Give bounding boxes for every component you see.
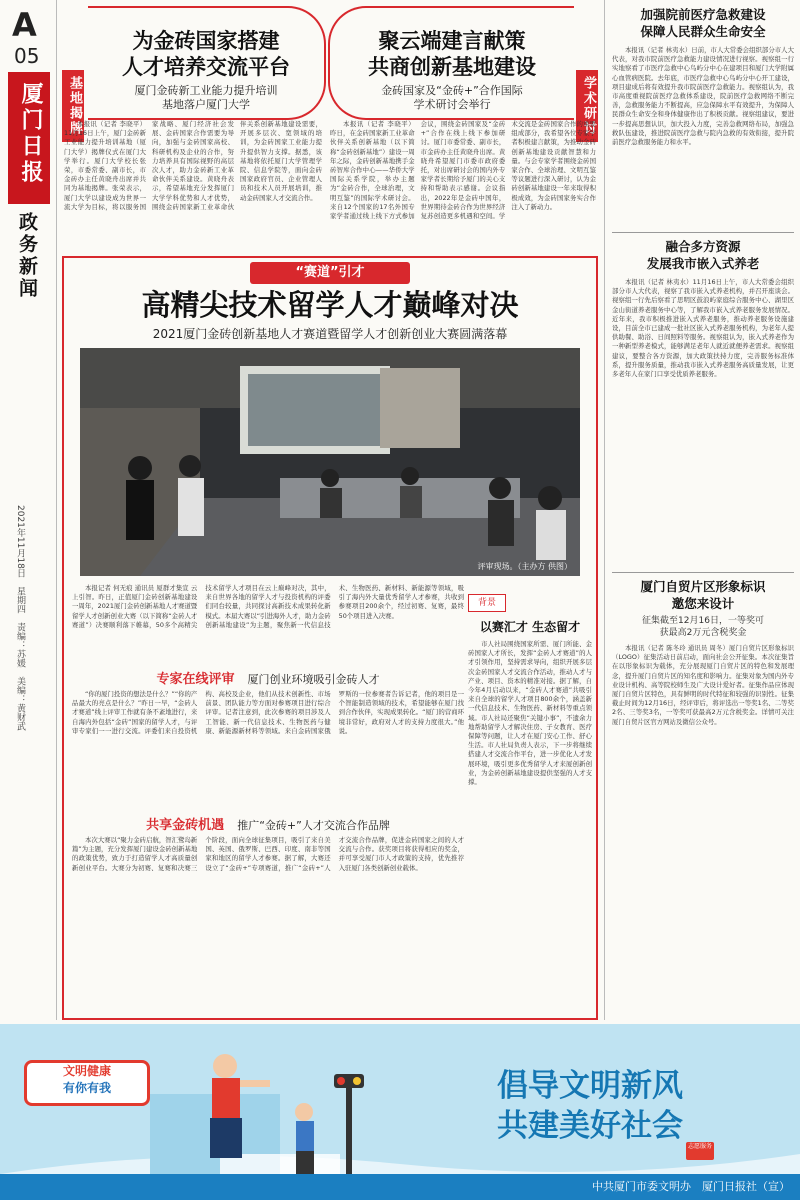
feature-kicker: “赛道”引才	[250, 262, 410, 284]
story-headline	[612, 238, 794, 272]
date-line: 2021年11月18日 星期四 责编：苏媛 美编：黄财武	[15, 505, 25, 731]
subhead-line: 学术研讨会举行	[413, 98, 491, 111]
story-headline	[612, 578, 794, 612]
masthead-divider	[56, 0, 57, 1020]
page-letter: A	[12, 6, 37, 44]
story-headline	[92, 28, 320, 80]
story-brics-symposium	[328, 6, 600, 252]
sidebar-body	[468, 640, 592, 1012]
headline-line: 聚云端建言献策	[378, 28, 526, 53]
feature-headline: 高精尖技术留学人才巅峰对决	[141, 288, 519, 322]
story-body	[612, 278, 794, 568]
subhead-line: 征集截至12月16日，一等奖可	[642, 616, 764, 626]
feature-subhead: 2021厦门金砖创新基地人才赛道暨留学人才创新创业大赛圆满落幕	[152, 327, 508, 341]
section1-subtitle: 厦门创业环境吸引金砖人才	[247, 673, 380, 686]
headline-line: 邀您来设计	[671, 596, 735, 611]
body-text: 本报讯（记者 林夷水）日前，市人大常委会组织部分市人大代表，对我市院前医疗急救能力建设情况进行视察。视察组一行实地察看了市医疗急救中心鸟屿分中心在建项目和厦门大学附属心血管病医院。去年底，市医疗急救中心鸟屿分中心开工建设，项目建成后将有效提升我市院前医疗急救能力。视察组认为，我市高度重视院前医疗急救体系建设，院前医疗急救网络不断完善，急救服务能力不断提高，应急保障水平有效提升，为保障人民群众生命安全和身体健康作出了积极贡献。视察组建议，要进一步提高思想认识，加大投入力度，完善急救网络布局，加强急救队伍建设，推进院前医疗急救与院内急救的有效衔接，提升院前医疗急救服务能力和水平。	[612, 46, 794, 147]
background-sidebar	[468, 594, 592, 1014]
body-text: 本报讯（记者 李晓平）昨日，在金砖国家新工业革命伙伴关系创新基地（以下简称“金砖创新基地”）建设一周年之际，金砖创新基地携手金砖智库合作中心——华侨大学国际关系学院，举办主题为“金砖合作，全球治理，文明互鉴”的国际学术研讨会。来自12个国家的17名外国专家学者通过线上线下方式参加会议，围绕金砖国家及“金砖+”合作在线上线下参加研讨。厦门市委常委、副市长，市金砖办主任黄晓舟出席。黄晓舟希望厦门市委市政府委托，对出席研讨会的国内外专家学者长期给予厦门的关心支持和帮助表示感谢。会议指出，2022年是金砖中国年，世界期待金砖合作为世界经济复苏创造更多机遇和空间。学术交流是金砖国家合作的重要组成部分，我希望各位专家学者积极建言献策，为推动金砖创新基地建设贡献智慧和力量。与会专家学者围绕金砖国家合作、全球治理、文明互鉴等议题进行深入研讨，认为金砖创新基地建设一年来取得积极成效，为金砖国家务实合作注入了新动力。	[330, 120, 596, 221]
feature-story	[62, 256, 598, 1020]
headline-line: 保障人民群众生命安全	[640, 24, 766, 39]
story-headline	[612, 6, 794, 40]
story-divider	[612, 572, 794, 573]
badge-line: 有你有我	[62, 1081, 111, 1095]
civility-badge	[24, 1060, 150, 1106]
headline-line: 为金砖国家搭建	[132, 28, 280, 53]
headline-line: 加强院前医疗急救建设	[640, 7, 766, 22]
paper-name: 厦门日报	[18, 82, 44, 186]
section2-body	[72, 836, 464, 1014]
story-divider	[612, 232, 794, 233]
body-text: 本报讯（记者 林夷水）11月16日上午，市人大常委会组织部分市人大代表，视察了我市嵌入式养老机构，并召开座谈会。视察组一行先后察看了思明区鼓浪屿家庭综合服务中心、湖里区金山街道养老服务中心等，了解我市嵌入式养老服务发展情况。近年来，我市积极推进嵌入式养老服务，推动养老服务设施建设，目前全市已建成一批社区嵌入式养老服务机构，为老年人提供助餐、助浴、日间照料等服务。视察组认为，嵌入式养老作为一种新型养老模式，能够满足老年人就近就便养老需求。视察组建议，要整合各方资源，加大政策扶持力度，完善服务标准体系，提升服务质量，推动我市嵌入式养老服务高质量发展，让更多老年人在家门口享受优质养老服务。	[612, 278, 794, 379]
story-headline	[334, 28, 570, 80]
story-body	[612, 644, 794, 1014]
section1-title: 专家在线评审	[156, 672, 235, 687]
photo-caption: 评审现场。（主办方 供图）	[477, 562, 572, 571]
headline-line: 厦门自贸片区形象标识	[640, 579, 766, 594]
meeting-room-photo	[80, 348, 580, 576]
sidebar-title: 以赛汇才 生态留才	[479, 620, 581, 634]
newspaper-logo	[8, 72, 50, 204]
section1-heading	[72, 668, 464, 686]
story-subhead	[92, 84, 320, 112]
headline-line: 人才培养交流平台	[122, 54, 290, 79]
section2-subtitle: 推广“金砖+”人才交流合作品牌	[237, 819, 390, 832]
body-text: 本次大赛以“聚力金砖启航，智汇鹭岛新篇”为主题，充分发挥厦门建设金砖创新基地的政策优势，致力于打造留学人才高质量创新创业平台。大赛分为初赛、复赛和决赛三个阶段，面向全球征集项目，吸引了来自美国、英国、俄罗斯、巴西、印度、南非等国家和地区的留学人才参赛。据了解，大赛还设立了“金砖+”专项赛道，推广“金砖+”人才交流合作品牌，促进金砖国家之间的人才交流与合作。获奖项目将获得相应的奖金，并可享受厦门市人才政策的支持，优先推荐入驻厦门各类创新创业载体。	[72, 836, 464, 872]
headline-line: 发展我市嵌入式养老	[646, 256, 760, 271]
banner-credit: 中共厦门市委文明办 厦门日报社（宣）	[592, 1180, 790, 1193]
masthead	[0, 0, 58, 1200]
badge-line: 文明健康	[62, 1064, 111, 1078]
body-text: “你的厦门投资的想法是什么？”“你的产品最大的亮点是什么？”昨日一早，“金砖人才赛道”线上评审工作就有条不紊地进行，来自海内外包括“金砖”国家的留学人才，与评审专家们一一进行交流。评委们来自投资机构、高校及企业，他们从技术创新性、市场前景、团队能力等方面对参赛项目进行综合评审。记者注意到，此次参赛的项目涉及人工智能、新一代信息技术、生物医药与健康、新能源新材料等领域。来自金砖国家俄罗斯的一位参赛者告诉记者，他的项目是一个智能制造领域的技术，希望能够在厦门找到合作伙伴，实现成果转化。“厦门的营商环境非常好，政府对人才的支持力度很大。”他说。	[72, 690, 464, 735]
subhead-line: 金砖国家及“金砖+”合作国际	[381, 84, 523, 97]
body-text: 本报讯（记者 陈冬玲 通讯员 周冬）厦门自贸片区形象标识（LOGO）征集活动日前启动，面向社会公开征集。本次征集旨在以形象标识为载体，充分展现厦门自贸片区的特色和发展理念，提升厦门自贸片区的知名度和影响力。征集对象为国内外专业设计机构、高等院校师生及广大设计爱好者。征集作品应体现厦门自贸片区特色，具有鲜明的时代特征和较强的识别性。征集截止时间为12月16日，经评审后，将评选出一等奖1名、二等奖2名、三等奖3名，一等奖可获最高2万元含税奖金。详情可关注厦门自贸片区官方网站及微信公众号。	[612, 644, 794, 726]
story-body	[330, 120, 596, 250]
sidebar-tag: 背景	[468, 594, 506, 612]
feature-intro	[72, 584, 464, 664]
section1-body	[72, 690, 464, 808]
body-text: 本报记者 何无痕 通讯员 厦群才集宣 云上引智。昨日，正值厦门金砖创新基地建设一周年，2021厦门金砖创新基地人才赛道暨留学人才创新创业大赛（以下简称“金砖人才赛道”）决赛顺利落下帷幕，50多个高精尖技术留学人才项目在云上巅峰对决，其中，来自世界各地的留学人才与投资机构的评委们同台较量，共同探讨高新技术成果转化新模式。本届大赛以“引进海外人才，助力金砖创新基地建设”为主题，聚焦新一代信息技术、生物医药、新材料、新能源等领域，吸引了海内外大量优秀留学人才参赛，共收到参赛项目200余个，经过初赛、复赛，最终50个项目进入决赛。	[72, 584, 464, 629]
subhead-line: 厦门金砖新工业能力提升培训	[134, 84, 278, 97]
body-text: 市人社局围绕国家所需、厦门所能、金砖国家人才所长，发挥“金砖人才赛道”的人才引领作用，坚持需求导向，组织开展多层次金砖国家人才交流合作活动，推动人才与产业、项目、资本的精准对接。据了解，自今年4月启动以来，“金砖人才赛道”共吸引来自全球的留学人才项目800余个，涵盖新一代信息技术、生物医药、新材料等重点领域。市人社局还聚焦“关键小事”，不遗余力地帮助留学人才解决住房、子女教育、医疗保障等问题，让人才在厦门安心工作、舒心生活。市人社局负责人表示，下一步将继续搭建人才交流合作平台，进一步优化人才发展环境，吸引更多优秀留学人才来厦创新创业，为金砖创新基地建设提供坚强的人才支撑。	[468, 640, 592, 787]
story-subhead	[334, 84, 570, 112]
civility-banner	[0, 1024, 800, 1200]
headline-line: 共商创新基地建设	[368, 54, 536, 79]
subhead-line: 基地落户厦门大学	[162, 98, 250, 111]
body-text: 本报讯（记者 李晓平）11月16日上午，厦门金砖新工业能力提升培训基地（厦门大学）揭牌仪式在厦门大学举行。厦门大学校长张荣，市委常委、副市长，市金砖办主任黄晓舟出席并共同为基地揭牌。张荣表示，厦门大学以建设成为世界一流大学为目标，将以服务国家战略、厦门经济社会发展、金砖国家合作需要为导向，加强与金砖国家高校、科研机构及企业的合作，努力培养具有国际视野的高层次人才，助力金砖新工业革命伙伴关系建设。黄晓舟表示，希望基地充分发挥厦门大学学科优势和人才优势，围绕金砖国家新工业革命伙伴关系创新基地建设需要，开展多层次、宽领域的培训，为金砖国家工业能力提升提供智力支撑。据悉，该基地将依托厦门大学管理学院、信息学院等，面向金砖国家政府官员、企业管理人员和技术人员开展培训，推动金砖国家人才交流合作。	[64, 120, 322, 211]
story-tag: 学术研讨	[576, 70, 598, 142]
story-ftz-logo	[612, 578, 794, 1018]
story-elderly-care	[612, 238, 794, 568]
page-number: 05	[14, 44, 40, 68]
slogan-line: 共建美好社会	[497, 1108, 683, 1144]
story-body	[64, 120, 322, 250]
story-tag: 基地揭牌	[62, 70, 84, 142]
feature-photo	[80, 348, 580, 576]
section2-title: 共享金砖机遇	[146, 818, 225, 833]
headline-line: 融合多方资源	[665, 239, 741, 254]
section2-heading	[72, 814, 464, 832]
story-emergency-care	[612, 6, 794, 228]
subhead-line: 获最高2万元含税奖金	[659, 628, 747, 638]
banner-slogan	[430, 1066, 750, 1146]
story-body	[612, 46, 794, 228]
volunteer-tag: 志愿服务	[686, 1142, 714, 1160]
slogan-line: 倡导文明新风	[497, 1068, 683, 1104]
column-divider	[604, 0, 605, 1020]
story-brics-training-base	[62, 6, 324, 252]
story-subhead	[612, 615, 794, 639]
section-title: 政务新闻	[16, 212, 38, 300]
